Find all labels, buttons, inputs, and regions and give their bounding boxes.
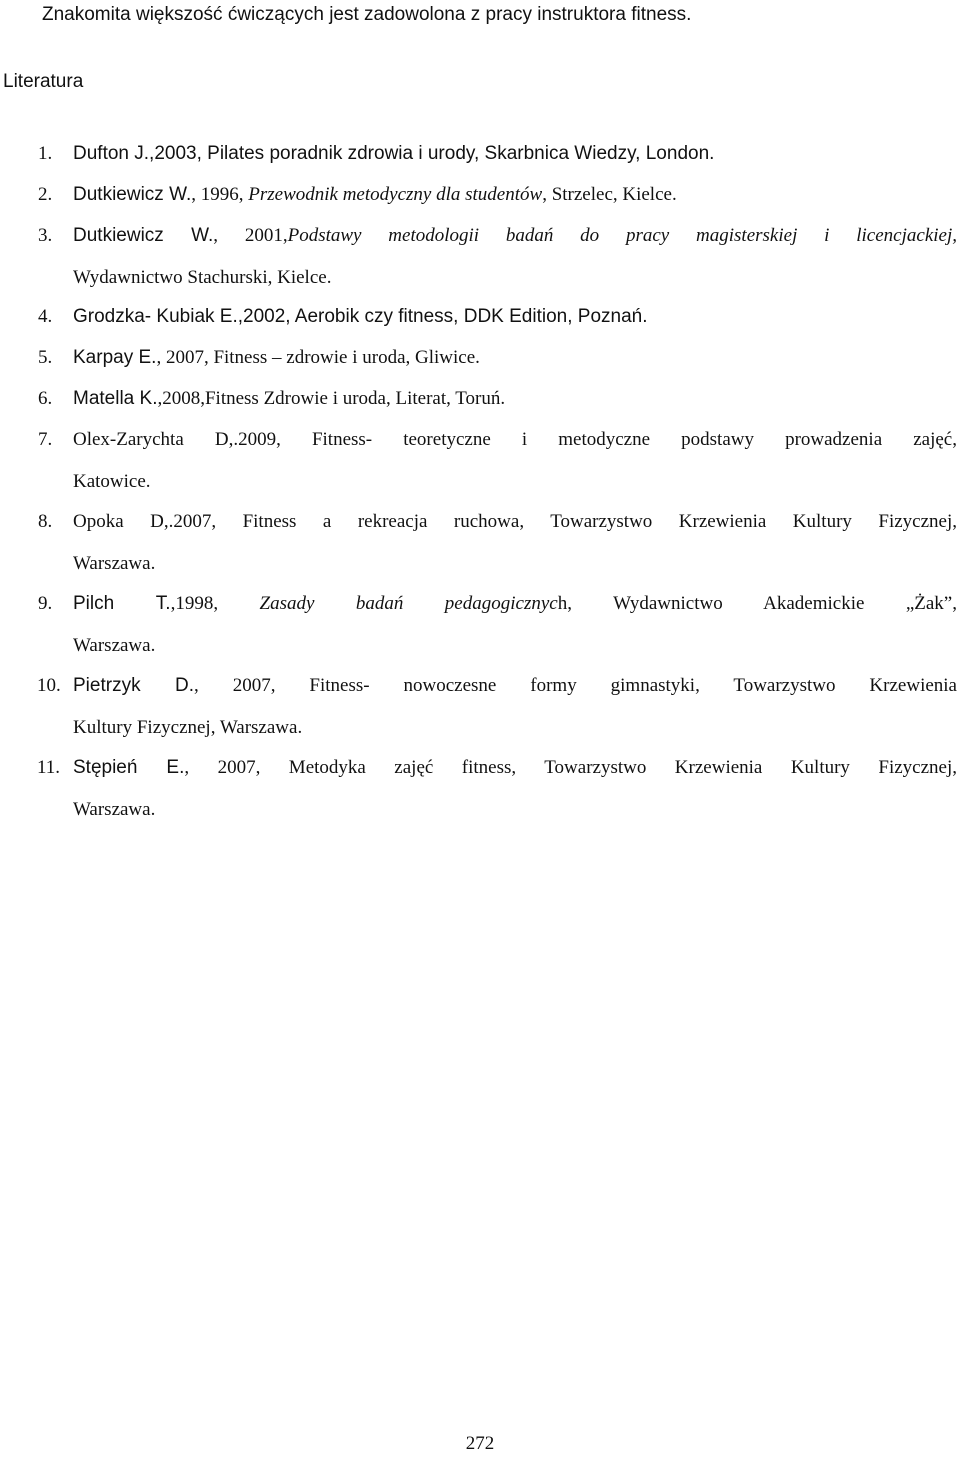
reference-text	[73, 215, 957, 299]
page-number: 272	[465, 1433, 495, 1454]
reference-segment: Pietrzyk D.	[73, 675, 195, 696]
reference-text	[73, 501, 957, 585]
reference-title: Zasady badań pedagogicznyc	[259, 593, 558, 614]
reference-line-continuation: Katowice.	[73, 471, 151, 492]
reference-number: 10.	[37, 675, 61, 696]
reference-line	[73, 133, 957, 175]
reference-segment: ,2008,Fitness Zdrowie i uroda, Literat, Toruń.	[157, 388, 506, 409]
reference-segment: , 2007, Metodyka zajęć fitness, Towarzystwo Krzewienia Kultury Fizycznej,	[184, 757, 957, 778]
reference-segment: Olex-Zarychta D,.2009, Fitness- teoretyczne i metodyczne podstawy prowadzenia zajęć,	[73, 429, 957, 450]
reference-segment: Opoka D,.2007, Fitness a rekreacja ruchowa, Towarzystwo Krzewienia Kultury Fizycznej,	[73, 511, 957, 532]
reference-text	[73, 419, 957, 503]
reference-line-continuation: Warszawa.	[73, 799, 156, 820]
reference-line	[73, 337, 957, 379]
reference-title: Podstawy metodologii badań do pracy magisterskiej i licencjackiej,	[287, 225, 957, 246]
reference-line	[73, 665, 957, 707]
reference-number: 1.	[38, 143, 53, 164]
reference-number: 5.	[38, 347, 53, 368]
reference-line	[73, 174, 957, 216]
reference-number: 3.	[38, 225, 53, 246]
reference-text	[73, 378, 957, 420]
reference-segment: Pilch T.	[73, 593, 171, 614]
reference-line	[73, 501, 957, 543]
reference-segment: Grodzka- Kubiak E.,2002, Aerobik czy fitness, DDK Edition, Poznań.	[73, 306, 648, 327]
reference-number: 6.	[38, 388, 53, 409]
reference-number: 7.	[38, 429, 53, 450]
reference-segment: , 2007, Fitness – zdrowie i uroda, Gliwice.	[156, 347, 480, 368]
reference-line	[73, 296, 957, 338]
reference-text	[73, 174, 957, 216]
reference-line	[73, 747, 957, 789]
reference-segment: , 2001,	[213, 225, 288, 246]
reference-text	[73, 583, 957, 667]
reference-segment: Dutkiewicz W.	[73, 225, 214, 246]
reference-line-continuation: Warszawa.	[73, 635, 156, 656]
reference-text	[73, 133, 957, 175]
reference-text	[73, 747, 957, 831]
reference-segment: Stępień E.	[73, 757, 185, 778]
reference-line	[73, 378, 957, 420]
reference-segment: ,1998,	[170, 593, 260, 614]
bibliography-heading: Literatura	[3, 71, 84, 92]
intro-sentence: Znakomita większość ćwiczących jest zadowolona z pracy instruktora fitness.	[42, 4, 692, 25]
reference-number: 2.	[38, 184, 53, 205]
reference-line-continuation: Wydawnictwo Stachurski, Kielce.	[73, 267, 332, 288]
reference-segment: Karpay E.	[73, 347, 157, 368]
reference-text	[73, 665, 957, 749]
reference-segment: Matella K.	[73, 388, 158, 409]
reference-segment: Dufton J.,2003, Pilates poradnik zdrowia i urody, Skarbnica Wiedzy, London.	[73, 143, 715, 164]
reference-segment: Dutkiewicz W.	[73, 184, 192, 205]
reference-line	[73, 215, 957, 257]
reference-number: 4.	[38, 306, 53, 327]
reference-line-continuation: Warszawa.	[73, 553, 156, 574]
reference-text	[73, 337, 957, 379]
reference-number: 11.	[37, 757, 61, 778]
reference-title: Przewodnik metodyczny dla studentów	[248, 184, 543, 205]
reference-line	[73, 583, 957, 625]
reference-line	[73, 419, 957, 461]
reference-segment: , Strzelec, Kielce.	[542, 184, 677, 205]
reference-segment: , 1996,	[191, 184, 249, 205]
reference-segment: h, Wydawnictwo Akademickie „Żak”,	[557, 593, 957, 614]
reference-line-continuation: Kultury Fizycznej, Warszawa.	[73, 717, 303, 738]
reference-segment: , 2007, Fitness- nowoczesne formy gimnastyki, Towarzystwo Krzewienia	[194, 675, 957, 696]
reference-number: 9.	[38, 593, 53, 614]
reference-number: 8.	[38, 511, 53, 532]
reference-text	[73, 296, 957, 338]
